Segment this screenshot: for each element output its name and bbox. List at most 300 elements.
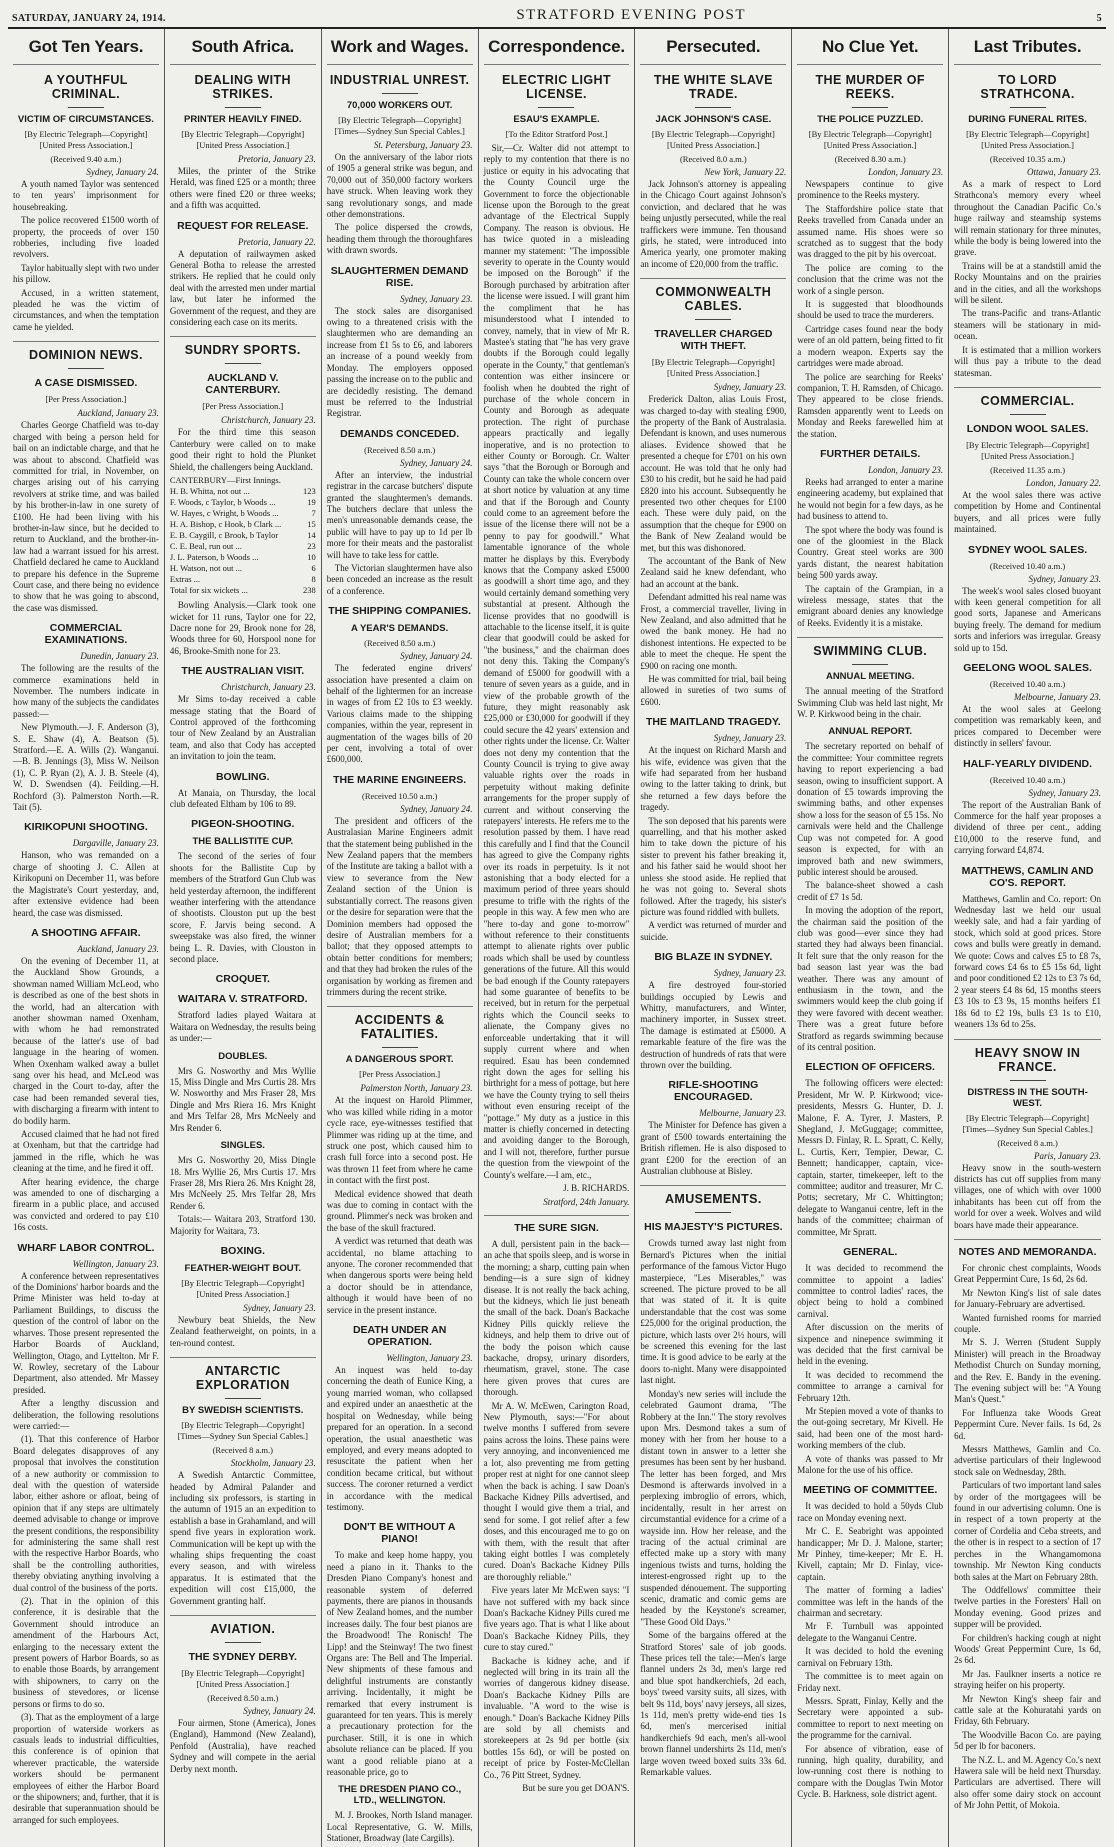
paragraph: The Minister for Defence has given a grant of £500 towards entertaining the British riflemen. He is also disposed to grant £200 for the erection of an Australian clubhouse at Bisley. (640, 1120, 787, 1176)
paragraph: The police are coming to the conclusion that the crime was not the work of a single person. (797, 262, 944, 296)
column-1 (8, 29, 165, 1847)
paragraph: On the evening of December 11, at the Auckland Show Grounds, a showman named William McLeod, who is described as one of the best shots in the world, had an altercation with another showman named Oxenham, with whom he had remonstrated because of the latter's use of bad language in the hearing of women. When Oxenham walked away a bullet sang over his head, and McLeod was charged in the Court to-day, after the case had been remanded several ties, with discharging a firearm with intent to do bodily harm. (13, 955, 159, 1126)
paragraph: Mr C. E. Seabright was appointed handicapper; Mr D. J. Malone, starter; Mr Pinhey, time-keeper; Mr E. H. Kivell, captain; Mr D. Finlay, vice-captain. (797, 1526, 944, 1582)
subheadline: RIFLE-SHOOTING ENCOURAGED. (668, 1079, 759, 1104)
wire-credit: [By Electric Telegraph—Copyright] [United Press Association.] (24, 129, 148, 150)
section-headline: AMUSEMENTS. (640, 1185, 786, 1206)
dateline: Sydney, January 23. (713, 968, 787, 979)
subheadline: BIG BLAZE IN SYDNEY. (654, 951, 773, 964)
kicker: DURING FUNERAL RITES. (968, 114, 1087, 125)
section-subheadline: NOTES AND MEMORANDA. (954, 1239, 1101, 1258)
dateline: Palmerston North, January 23. (360, 1083, 473, 1094)
paragraph: The captain of the Grampian, in a wireless message, states that the emigrant aboard denies any knowledge of Reeks. Evidently it is a mistake. (797, 583, 944, 628)
score-value: 123 (302, 486, 316, 497)
column-heading: No Clue Yet. (797, 33, 943, 65)
subheadline: COMMERCIAL EXAMINATIONS. (44, 622, 128, 647)
paragraph: The second of the series of four shoots for the Ballistite Cup by members of the Stratford Gun Club was held yesterday afternoon, the indifferent weather interfering with the attendance of shootists. Clouston put up the best score, F. Jarvis being second. A sweepstake was also fired, the winner being L. R. Davies, with Clouston in second place. (169, 851, 316, 965)
wire-credit: [To the Editor Stratford Post.] (505, 129, 608, 139)
paragraph: The Oddfellows' committee their twelve parties in the Foresters' Hall on Monday evening. Good prizes and supper will be provided. (954, 1584, 1101, 1630)
section-headline: COMMERCIAL. (954, 387, 1101, 408)
subheadline: MATTHEWS, CAMLIN AND CO'S. REPORT. (961, 864, 1094, 889)
kicker: JACK JOHNSON'S CASE. (655, 114, 772, 125)
score-row (170, 552, 316, 563)
headline: ELECTRIC LIGHT LICENSE. (501, 73, 612, 101)
paragraph: Defendant admitted his real name was Frost, a commercial traveller, living in New Zealand, and also admitted that he owed the bank money. He had no dishonest intentions. He expected to be able to meet the cheque. He spent the £900 on racing one month. (640, 592, 787, 671)
wire-credit: [By Electric Telegraph—Copyright] [Times—Sydney Sun Special Cables.] (177, 1420, 309, 1442)
subheadline: A CASE DISMISSED. (34, 377, 138, 390)
divider-rule (225, 1642, 261, 1643)
paragraph: The police dispersed the crowds, heading them through the thoroughfares with drawn swords. (326, 222, 473, 256)
paragraph: For absence of vibration, ease of running, high quality, durability, and low-running cost there is nothing to compare with the Douglas Twin Motor Cycle. B. Harkness, sole district agent. (797, 1743, 944, 1800)
received-time: (Received 8 a.m.) (212, 1445, 273, 1456)
subheadline: CROQUET. (215, 973, 270, 986)
paragraph: The Woodville Bacon Co. are paying 5d per lb for baconers. (954, 1729, 1101, 1752)
score-row (170, 585, 316, 596)
wire-credit: [Per Press Association.] (202, 401, 284, 412)
section-headline: SUNDRY SPORTS. (170, 336, 316, 357)
paragraph: The week's wool sales closed buoyant with keen general competition for all good sorts, Japanese and Americans buying freely. The demand for medium sorts and inferiors was irregular. Greasy sold up to 15d. (954, 585, 1101, 653)
section-subheadline: THE SURE SIGN. (484, 1215, 630, 1234)
paragraph: Newbury beat Shields, the New Zealand featherweight, on points, in a ten-round contest. (169, 1314, 316, 1348)
score-value: 15 (307, 519, 316, 530)
wire-credit: [By Electric Telegraph—Copyright] [United Press Association.] (651, 129, 775, 150)
paragraph: A verdict was returned that death was accidental, no blame attaching to anyone. The coroner recommended that when dangerous sports were being held a doctor should be in attendance, although it would have been of no service in the present instance. (326, 1236, 473, 1315)
dateline: Sydney, January 24. (400, 803, 473, 814)
dateline: Melbourne, January 23. (1014, 691, 1101, 702)
column-heading: Work and Wages. (327, 33, 473, 65)
score-value: 6 (311, 563, 316, 574)
headline: THE MURDER OF REEKS. (815, 73, 925, 101)
subheadline: KIRIKOPUNI SHOOTING. (24, 821, 148, 834)
paragraph: As a mark of respect to Lord Strathcona's memory every wheel throughout the Canadian Pacific Co.'s huge railway and steamship systems will remain stationary for three minutes, while the body is being lowered into the grave. (954, 179, 1101, 258)
dateline: Sydney, January 24. (86, 167, 159, 177)
subheadline: THE AUSTRALIAN VISIT. (181, 665, 305, 678)
divider-rule (225, 1398, 261, 1399)
received-time: (Received 10.40 a.m.) (989, 678, 1066, 689)
paragraph: Mrs G. Nosworthy and Mrs Wyllie 15, Miss Dingle and Mrs Curtis 28. Mrs W. Nosworthy and Mrs Fraser 28, Mrs Dingle and Mrs Riera 16. Mrs Knight and Mrs Telfar 28, Mrs McNeely and Mrs Render 6. (169, 1065, 316, 1133)
dateline: Stockholm, January 23. (230, 1458, 316, 1469)
score-row (170, 574, 316, 585)
headline: DEALING WITH STRIKES. (194, 73, 291, 101)
paragraph: Cartridge cases found near the body were of an old pattern, being fitted to fit a modern weapon. Experts say the cartridges were made abroad. (797, 323, 944, 369)
section-headline: DOMINION NEWS. (13, 341, 159, 362)
kicker: 70,000 WORKERS OUT. (346, 100, 453, 111)
score-label: Total for six wickets ... (169, 585, 248, 596)
score-label: CANTERBURY—First Innings. (169, 475, 281, 486)
divider-rule (68, 107, 104, 108)
column-4 (479, 29, 636, 1847)
issue-date: SATURDAY, JANUARY 24, 1914. (12, 13, 166, 24)
score-row (170, 508, 316, 519)
subheadline: HIS MAJESTY'S PICTURES. (644, 1221, 783, 1234)
paragraph: Jack Johnson's attorney is appealing in the Chicago Court against Johnson's conviction, and declared that he was being unjustly persecuted, while the real traffickers were immune. Ten thousand girls, he stated, were introduced into America yearly, one promoter making an income of £20,000 from the traffic. (640, 179, 787, 269)
subheadline: THE MAITLAND TRAGEDY. (645, 716, 781, 729)
score-value: 8 (311, 574, 316, 585)
paragraph: The son deposed that his parents were quarrelling, and that his mother asked him to take down the picture of his sister to prevent his father breaking it, and his father said he would shoot her unless she stood aside. He replied that he was not going to. Several shots followed. After the tragedy, his sister's picture was found riddled with bullets. (640, 815, 787, 917)
dateline: Auckland, January 23. (77, 408, 159, 419)
paragraph: The police are searching for Reeks' companion, T. H. Ramsden, of Chicago. They appeared to be close friends. Ramsden apparently went to Leeds on Monday and Reeks farewelled him at the station. (797, 371, 944, 439)
column-heading: Last Tributes. (954, 33, 1101, 65)
paragraph: Some of the bargains offered at the Stratford Stores' sale of job goods. These prices tell the tale:—Men's large flannel unders 2s 3d, men's large red and blue spot handkerchiefs, 2d each, boys' tweed varsity suits, all sizes, with belt 9s 11d, boys' navy jerseys, all sizes, 1s 11d, men's pretty wide-end ties 1s 6d, men's mercerised initial handkerchiefs 9d each, men's all-wool brown flannel undershirts 2s 11d, men's large woven tweed boxed suits 33s 6d. Remarkable values. (640, 1630, 787, 1778)
subheadline: LONDON WOOL SALES. (966, 422, 1089, 435)
paragraph: Frederick Dalton, alias Louis Frost, was charged to-day with stealing £900, the property of the Bank of Australasia. Defendant is known, and uses numerous aliases. Evidence showed that he presented a cheque for £701 on his own account. He was told that he only had £30 to his credit, but he said he had paid £820 into his account. Subsequently he presented two other cheques for £100 each. These were duly paid, on the assumption that the cheque for £900 on the Bank of New Zealand would be met, but this was dishonored. (640, 394, 787, 553)
paragraph: Charles George Chatfield was to-day charged with being a person held for bail on an indictable charge, and that he was about to abscond. Chatfield was committed for trial, in November, on charges arising out of his carrying revolvers at strike time, and was bailed by his brother-in-law in one surety of £100. He had been living with his brother-in-law since, but he decided to return to Auckland, and the brother-in-law had a warrant issued for his arrest. Chatfield declared he came to Auckland to prepare his defence in the Supreme Court case, and there being no evidence to show that he was going to abscond, the case was dismissed. (13, 420, 159, 613)
paragraph: Mr Sims to-day received a cable message stating that the Board of Control approved of the forthcoming tour of New Zealand by an Australian team, and also that Cody has accepted an invitation to join the team. (169, 694, 316, 762)
subheadline: THE SYDNEY DERBY. (188, 1651, 297, 1664)
score-label: H. Watson, not out ... (169, 563, 242, 574)
divider-rule (695, 319, 731, 320)
subheadline: HALF-YEARLY DIVIDEND. (963, 757, 1093, 770)
paragraph: Heavy snow in the south-western districts has cut off supplies from many villages, one of which with over 1000 inhabitants has been cut off from the world for over a week. Wolves and wild boars have made their appearance. (954, 1162, 1101, 1230)
subheadline: BOWLING. (215, 770, 270, 783)
column-5 (635, 29, 792, 1847)
section-headline: ACCIDENTS & FATALITIES. (327, 1006, 473, 1041)
wire-credit: [By Electric Telegraph—Copyright] [Times—Sydney Sun Special Cables.] (334, 115, 465, 136)
subheadline: BOXING. (220, 1244, 265, 1257)
divider-rule (1010, 1080, 1046, 1081)
section-headline: ANTARCTIC EXPLORATION (170, 1357, 316, 1392)
paragraph: Newspapers continue to give prominence to the Reeks mystery. (797, 179, 944, 201)
paragraph: The stock sales are disorganised owing to a threatened crisis with the slaughtermen who are demanding an increase from £1 5s to £6, and laborers an increase of a pound weekly from Monday. The employers opposed passing the increase on to the public and are decidedly resisting. The demand must be referred to the Industrial Registrar. (326, 305, 473, 419)
dateline: Christchurch, January 23. (221, 415, 316, 426)
score-row (170, 519, 316, 530)
kicker: FEATHER-WEIGHT BOUT. (184, 1262, 301, 1274)
dateline: Wellington, January 23. (72, 1258, 159, 1269)
kicker: A YEAR'S DEMANDS. (350, 623, 449, 635)
paragraph: To make and keep home happy, you need a piano in it. Thanks to the Dresden Piano Company's honest and reasonable system of deferred payments, there are pianos in thousands of New Zealand homes, and the number increases daily. The four best pianos are the Broadwood! The Ronisch! The Lipp! and the Steinway! The two finest Organs are: The Bell and The Imperial. New shipments of these famous and delightful instruments are constantly arriving. Incidentally, it might be remarked that every instrument is guaranteed for ten years. This is merely a precautionary protection for the purchaser. Still, it is one in which absolute reliance can be placed. If you want a good reliable piano at a reasonable price, go to (326, 1550, 473, 1778)
wire-credit: [By Electric Telegraph—Copyright] [United Press Association.] (181, 129, 305, 150)
paragraph: In moving the adoption of the report, the chairman said the position of the club was good—ever since they had started they had always been financial. It felt sure that the only reason for the bad season last year was the bad weather. There was any amount of enthusiasm in the town, and the swimmers would keep the club going if they were favored with decent weather. There was a great future before Stratford as regards swimming because of its central position. (797, 905, 944, 1052)
paragraph: For children's hacking cough at night Woods' Great Peppermint Cure, 1s 6d, 2s 6d. (954, 1632, 1101, 1666)
divider-rule (225, 363, 261, 364)
paragraph: For chronic chest complaints, Woods Great Peppermint Cure, 1s 6d, 2s 6d. (954, 1262, 1101, 1285)
paragraph: It was decided to hold the evening carnival on February 13th. (797, 1646, 944, 1668)
paragraph: (3). That as the employment of a large proportion of waterside workers as casuals leads to industrial difficulties, this conference is of opinion that wherever practicable, the waterside workers should be permanent employees of either the Harbor Board or the shipowners; and, further, that it is desirable that superannuation should be arranged for such employees. (13, 1712, 159, 1825)
paragraph: The federated engine drivers' association have presented a claim on behalf of the lightermen for an increase in wages of from £2 10s to £3 weekly. Various claims made to the shipping companies, within the year, represent in augmentation of the wages bills of 20 per cent, involving a total of over £600,000. (326, 663, 473, 765)
paragraph: On the anniversary of the labor riots of 1905 a general strike was begun, and 70,000 out of 350,000 factory workers have struck. When leaving work they sang revolutionary songs, and made other demonstrations. (326, 152, 473, 220)
kicker: BY SWEDISH SCIENTISTS. (182, 1405, 304, 1417)
divider-rule (852, 664, 888, 665)
score-label: W. Hayes, c Wright, b Woods ... (169, 508, 279, 519)
subheadline: WHARF LABOR CONTROL. (17, 1241, 155, 1254)
dateline: London, January 23. (868, 464, 944, 475)
paragraph: It is estimated that a million workers will thus pay a tribute to the dead statesman. (954, 344, 1101, 378)
signature: J. B. RICHARDS. (563, 1182, 630, 1193)
dateline: Christchurch, January 23. (221, 682, 316, 693)
subheadline: THE MARINE ENGINEERS. (333, 773, 467, 786)
paragraph: It was decided to hold a 50yds Club race on Monday evening next. (797, 1501, 944, 1523)
score-value: 238 (302, 585, 316, 596)
wire-credit: [By Electric Telegraph—Copyright] [United Press Association.] (181, 1668, 305, 1690)
paragraph: Taylor habitually slept with two under his pillow. (13, 262, 159, 285)
signature: But be sure you get DOAN'S. (522, 1783, 630, 1794)
section-headline: AVIATION. (170, 1615, 316, 1636)
paragraph: It was decided to recommend the committee to arrange a carnival for February 12th. (797, 1369, 944, 1403)
received-time: (Received 8.50 a.m.) (364, 638, 436, 649)
paragraph: Medical evidence showed that death was due to coming in contact with the ground. Plimmer's neck was broken and the base of the skull fractured. (326, 1188, 473, 1233)
dateline: Dargaville, January 23. (72, 838, 159, 849)
subheadline: DEATH UNDER AN OPERATION. (352, 1324, 447, 1349)
kicker: ANNUAL MEETING. (825, 671, 915, 683)
paragraph: The balance-sheet showed a cash credit of £7 1s 5d. (797, 880, 944, 902)
column-7 (949, 29, 1106, 1847)
dateline: Sydney, January 24. (243, 1706, 316, 1717)
kicker: DOUBLES. (218, 1050, 268, 1062)
paragraph: Wanted furnished rooms for married couple. (954, 1312, 1101, 1334)
paragraph: Messrs Matthews, Gamlin and Co. advertise particulars of their Inglewood stock sale on Wednesday, 28th. (954, 1444, 1101, 1477)
paragraph: After a lengthy discussion and deliberation, the following resolutions were carried:— (13, 1398, 159, 1431)
kicker: THE POLICE PUZZLED. (817, 114, 924, 125)
subheadline: AUCKLAND V. CANTERBURY. (205, 372, 281, 397)
dateline: New York, January 22. (704, 167, 787, 177)
paragraph: The president and officers of the Australasian Marine Engineers admit that the statement being published in the New Zealand papers that the members of the Institute are taking a ballot with a view to severance from the New Zealand section of the Union is substantially correct. The reasons given or the desire for separation were that the Dominion members had opposed the desire of Australian members for a ballot; that they opposed attempts to obtain better conditions for members; and that they had broken the rules of the organisation by working as firemen and trimmers during the recent strike. (326, 815, 473, 997)
paragraph: Messrs. Spratt, Finlay, Kelly and the Secretary were appointed a sub-committee to report to next meeting on the programme for the carnival. (797, 1695, 944, 1741)
paragraph: Bowling Analysis.—Clark took one wicket for 11 runs, Taylor one for 22, Dacre none for 29, Brook none for 28, Woods three for 60, Horspool none for 46, Brooke-Smith none for 23. (169, 600, 316, 656)
subheadline: THE SHIPPING COMPANIES. (328, 605, 471, 618)
paragraph: A Swedish Antarctic Committee, headed by Admiral Palander and including six professors, is starting in the autumn of 1915 an an expedition to establish a base in Grahamland, and will spend five years in exploration work. Communication will be kept up with the whaling ships frequenting the coast every season, and with wireless apparatus. It is estimated that the expedition will cost £15,000, the Government granting half. (169, 1470, 316, 1606)
dateline: Pretoria, January 22. (238, 236, 316, 247)
paragraph: A dull, persistent pain in the back—an ache that spoils sleep, and is worse in the morning; a sharp, cutting pain when bending—is a sure sign of kidney disease. It is not really the back aching, but the kidneys, which lie just beneath the small of the back. Doan's Backache Kidney Pills quickly relieve the kidneys, and help them to drive out of the body the poison which cause backache, dropsy, urinary disorders, rheumatism, gravel, stone. The case here given proves that cures are thorough. (483, 1238, 630, 1398)
score-value: 23 (307, 541, 316, 552)
wire-credit: [Per Press Association.] (359, 1069, 441, 1080)
score-row (170, 475, 316, 486)
paragraph: Mr Newton King's sheep fair and cattle sale at the Kohuratahi yards on Friday, 6th February. (954, 1693, 1101, 1727)
score-label: H. B. Whitta, not out ... (169, 486, 250, 497)
score-value: 14 (307, 530, 316, 541)
score-value: 10 (307, 552, 316, 563)
dateline: Sydney, January 23. (1028, 787, 1101, 798)
score-row (170, 486, 316, 497)
paragraph: Trains will be at a standstill amid the Rocky Mountains and on the prairies and in the cities, and all the workshops will be silent. (954, 260, 1101, 306)
paragraph: He was committed for trial, bail being allowed in sureties of two sums of £600. (640, 674, 787, 707)
score-value: 19 (307, 497, 316, 508)
paragraph: New Plymouth.—J. F. Anderson (3), S. E. Shaw (4), A. Beatson (5). Stratford.—E. A. Wills (2). Wanganui.—B. B. Jennings (3), Miss W. Neilson (1), C. P. Ryan (2), A. J. B. Steele (4), W. D. Swendsen (4). Feilding.—H. Rochford (3). Palmerston North.—R. Tait (5). (13, 722, 159, 813)
wire-credit: [By Electric Telegraph—Copyright] [Times—Sydney Sun Special Cables.] (962, 1112, 1093, 1134)
paragraph: For the third time this season Canterbury were called on to make good their right to hold the Plunket Shield, the challengers being Auckland. (169, 427, 316, 472)
subheadline: WAITARA V. STRATFORD. (178, 993, 308, 1006)
section-headline: HEAVY SNOW IN FRANCE. (954, 1039, 1101, 1074)
dateline: Dunedin, January 23. (80, 651, 159, 662)
divider-rule (225, 107, 261, 108)
paragraph: After discussion on the merits of sixpence and ninepence swimming it was decided that the first carnival be held in the evening. (797, 1322, 944, 1367)
wire-credit: [By Electric Telegraph—Copyright] [United Press Association.] (966, 439, 1090, 461)
wire-credit: [Per Press Association.] (45, 394, 127, 405)
column-2 (165, 29, 322, 1847)
column-heading: Correspondence. (484, 33, 630, 65)
column-6 (792, 29, 949, 1847)
score-label: F. Woods, c Taylor, b Woods ... (169, 497, 276, 508)
subheadline: TRAVELLER CHARGED WITH THEFT. (654, 328, 773, 353)
score-row (170, 563, 316, 574)
paragraph: The Victorian slaughtermen have also been conceded an increase as the result of a conference. (326, 562, 473, 596)
paragraph: At the wool sales at Geelong competition was remarkably keen, and prices compared to December were distinctly in sellers' favour. (954, 703, 1101, 749)
paragraph: The annual meeting of the Stratford Swimming Club was held last night, Mr W. P. Kirkwood being in the chair. (797, 686, 944, 720)
received-time: (Received 10.50 a.m.) (361, 790, 438, 801)
paragraph: The Staffordshire police state that Reeks travelled from Canada under an assumed name. His shoes were so scratched as to suggest that the body was dragged to the pit by his overcoat. (797, 203, 944, 260)
masthead (8, 6, 1106, 29)
paragraph: A fire destroyed four-storied buildings occupied by Lewis and Whitty, manufacturers, and Winter, machinery importer, in Sussex street. The damage is estimated at £5000. A remarkable feature of the fire was the destruction of hundreds of rats that were thrown over the building. (640, 980, 787, 1070)
dateline: Paris, January 23. (1034, 1150, 1101, 1161)
kicker: ANNUAL REPORT. (828, 726, 913, 738)
dateline: Melbourne, January 23. (699, 1108, 787, 1119)
paragraph: Accused, in a written statement, pleaded he was the victim of circumstances, and when the temptation came he yielded. (13, 287, 159, 332)
paragraph: At the inquest on Richard Marsh and his wife, evidence was given that the wife had separated from her husband owing to the latter taking to drink, but she returned a few days before the tragedy. (640, 745, 787, 813)
wire-credit: [By Electric Telegraph—Copyright] [United Press Association.] (651, 357, 775, 379)
wire-credit: [By Electric Telegraph—Copyright] [United Press Association.] (181, 1277, 305, 1299)
received-time: (Received 9.40 a.m.) (50, 154, 122, 164)
divider-rule (1010, 107, 1046, 108)
subheadline: SYDNEY WOOL SALES. (967, 543, 1088, 556)
paragraph: A conference between representatives of the Dominions' harbor boards and the Prime Minister was held to-day at Parliament Buildings, to discuss the question of the control of labor on the wharves. Those present represented the Harbor Boards of Auckland, Wellington, Otago, and Lyttelton. Mr F. W. Rowley, secretary of the Labour Department, also attended. Mr Massey presided. (13, 1270, 159, 1395)
divider-rule (695, 107, 731, 108)
section-headline: COMMONWEALTH CABLES. (640, 278, 786, 313)
subheadline: GENERAL. (843, 1246, 898, 1259)
kicker: PRINTER HEAVILY FINED. (184, 114, 302, 125)
page-number: 5 (1096, 13, 1102, 24)
headline: THE WHITE SLAVE TRADE. (653, 73, 773, 101)
paragraph: It was decided to recommend the committee to appoint a ladies' committee to control ladies' races, the object being to hold a combined carnival. (797, 1263, 944, 1319)
kicker: SINGLES. (220, 1140, 265, 1152)
subheadline: PIGEON-SHOOTING. (191, 818, 295, 831)
kicker: ESAU'S EXAMPLE. (513, 114, 600, 125)
section-headline: SWIMMING CLUB. (797, 637, 943, 658)
paragraph: The committee is to meet again on Friday next. (797, 1671, 944, 1693)
paragraph: The secretary reported on behalf of the committee: Your committee regrets having to report experiencing a bad season, owing to insufficient support. A donation of £5 towards improving the swimming baths, and other expenses show a loss for the season of £5 15s. No carnivals were held and the Challenge Cup was not competed for. A good season is expected, for with an improved bath and new swimmers, public interest should be aroused. (797, 741, 944, 877)
newspaper-title: STRATFORD EVENING POST (516, 7, 747, 23)
paragraph: At the inquest on Harold Plimmer, who was killed while riding in a motor cycle race, eye-witnesses testified that Plimmer was riding up at the time, and struck one post, which caused him to crash full force into a second post. He was thrown 11 feet from where he came in contact with the first post. (326, 1095, 473, 1186)
paragraph: A verdict was returned of murder and suicide. (640, 920, 787, 942)
paragraph: Particulars of two important land sales by order of the mortgagees will be found in our advertising column. One is in respect of a town property at the corner of Cordelia and Ceba streets, and the other is in respect to a section of 17 perches in the Whangamomona township. Mr Newton King conducts both sales at the Mart on February 28th. (954, 1480, 1101, 1582)
subheadline: FURTHER DETAILS. (820, 447, 921, 460)
paragraph: A youth named Taylor was sentenced to ten years' imprisonment for housebreaking. (13, 179, 159, 212)
divider-rule (1010, 414, 1046, 415)
wire-credit: [By Electric Telegraph—Copyright] [United Press Association.] (808, 129, 932, 150)
subheadline: DEMANDS CONCEDED. (340, 427, 460, 440)
paragraph: An inquest was held to-day concerning the death of Eunice King, a young married woman, who collapsed and expired under an anaesthetic at the hospital on Wednesday, while being prepared for an operation. In a second operation, the usual anaesthetic was employed, and every means adopted to resuscitate the patient when her condition became critical, but without success. The coroner returned a verdict in accordance with the medical testimony. (326, 1365, 473, 1512)
score-row (170, 541, 316, 552)
received-time: (Received 10.40 a.m.) (989, 774, 1066, 785)
paragraph: Hanson, who was remanded on a charge of shooting J. C. Allen at Kirikopuni on December 11, was before the Magistrate's Court yesterday, and, after extensive evidence had been heard, the case was dismissed. (13, 850, 159, 918)
paragraph: Stratford ladies played Waitara at Waitara on Wednesday, the results being as under:— (169, 1010, 316, 1044)
kicker: DISTRESS IN THE SOUTH-WEST. (967, 1086, 1088, 1109)
paragraph: Matthews, Gamlin and Co. report: On Wednesday last we held our usual weekly sale, and had a fair yarding of stock, which sold at good prices. Store cows and bulls were greatly in demand. We quote: Cows and calves £5 to £8 7s, forward cows £4 6s to £5 15s 6d, light and poor conditioned £2 12s to £3 7s 6d, 2 year steers £4 8s 6d, 15 months steers £3 10s to £3 9s, 15 months heifers £1 18s 6d to £2 19s, bulls £3 1s to £10, weaners 13s 6d to 25s. (954, 893, 1101, 1030)
divider-rule (382, 93, 418, 94)
paragraph: At the wool sales there was active competition by Home and Continental buyers, and all prices were fully maintained. (954, 489, 1101, 535)
headline: A YOUTHFUL CRIMINAL. (43, 73, 128, 101)
dateline: Sydney, January 23. (400, 293, 473, 304)
subheadline: A SHOOTING AFFAIR. (31, 926, 141, 939)
headline: INDUSTRIAL UNREST. (329, 73, 470, 87)
score-row (170, 530, 316, 541)
divider-rule (538, 107, 574, 108)
subheadline: ELECTION OF OFFICERS. (805, 1061, 935, 1074)
paragraph: At Manaia, on Thursday, the local club defeated Eltham by 106 to 89. (169, 787, 316, 809)
dateline: Wellington, January 23. (386, 1353, 473, 1364)
column-3 (322, 29, 479, 1847)
paragraph: (1). That this conference of Harbor Board delegates disapproves of any proposal that involves the constitution of a new authority or commission to deal with the question of waterside labor, either ashore or afloat, being of opinion that if any steps are ultimately deemed advisable to change or improve the present conditions, the responsibility for administering the same shall rest with the respective Harbor Boards, who shall be the controlling authorities, thereby obviating anything involving a dual control of the business of the ports. (13, 1434, 159, 1593)
column-heading: South Africa. (170, 33, 316, 65)
score-value: 7 (311, 508, 316, 519)
paragraph: Mr A. W. McEwen, Carington Road, New Plymouth, says:—"For about twelve months I suffered from severe pains across the loins. These pains were very annoying, and inconvenienced me a lot, also preventing me from getting proper rest at night for one cannot sleep when the back is aching. I saw Doan's Backache Kidney Pills advertised, and thought I would give them a trial, and send for some. I got relief after a few doses, and this encouraged me to go on with them, with the result that after taking eight bottles I was completely cured. Doan's Backache Kidney Pills are thoroughly reliable." (483, 1400, 630, 1582)
paragraph: Reeks had arranged to enter a marine engineering academy, but explained that he would not begin for a few days, as he had business to attend to. (797, 476, 944, 522)
kicker: VICTIM OF CIRCUMSTANCES. (17, 114, 154, 125)
paragraph: Sir,—Cr. Walter did not attempt to reply to my contention that there is no justice or equity in his advocating that the County Council urge the Government to force the objectionable license upon the Borough to the great advantage of the Electrical Supply Company. The reason is obvious. He has twice quoted in a misleading manner my statement: "The impossible severity to operate in the County would be imposed on the Borough" if the Borough purchased by arbitration after the license were issued. I will grant him the compliment that he has misunderstood what I intended to convey, namely, that in view of Mr R. Mastee's stating that "he has very grave doubts if the Borough could legally operate in the County," that gentleman's contention was either insincere or foolish when he doubted the right of purchase of the whole concern in County and Borough as adequate protection. The right of purchase appears practically and legally inoperative, and is no protection to either County or Borough. Cr. Walter says "that the Borough or Borough and County can take the whole concern over at short notice by valuation at any time and that if the Borough and County could come to an agreement before the issue of the license there will not be a penny to pay for goodwill." What lamentable ignorance of the whole matter he displays by this. Everybody knows that the Company asked £5000 as goodwill a short time ago, and they would certainly demand something very substantial at present. Although the license provides that no goodwill is attachable to the license itself, it is quite clear that goodwill could be asked for "the business," and the chairman does not deny this. Taking the Company's demand of £5000 for goodwill with a tenure of seven years as a guide, and in view of the probable growth of the future, they might reasonably ask £25,000 or £30,000 for goodwill if they could secure the 42 years' extension and other rights under the license. Cr. Walter does not deny my contention that the County Council is trying to give away valuable rights over the roads in perpetuity without making definite arrangements for the proper supply of current and without conserving the ratepayers' interests. He refers me to the resolution passed by them. I have read this carefully and I find that the Council has agreed to give the Company rights over its roads in perpetuity. Is it not astonishing that a body elected for a maximum period of three years should presume to trifle with the rights of the people in this way. A few men who are "here to-day and gone to-morrow" without reference to their constituents attempt to alienate rights over public roads which shall be used by countless generations of the future. All this would be bad enough if the County ratepayers had some guarantee of benefits to be received, but in return for the perpetual rights which the Council seeks to alienate, the Company gives no enforceable undertaking that it will supply current where and when required. Esau has been condemned right down the ages for selling his birthright for a mess of pottage, but here we have the County trying to sell theirs without even ensuring receipt of the "pottage." My duty as a justice in this matter is chiefly concerned in detecting and avoiding danger to the Borough, and I will not, therefore, further pursue the question from the viewpoint of the County's welfare.—I am, etc., (483, 143, 630, 1180)
dateline: Sydney, January 23. (243, 1302, 316, 1313)
divider-rule (68, 368, 104, 369)
paragraph: Mr F. Turnbull was appointed delegate to the Wanganui Centre. (797, 1621, 944, 1643)
paragraph: The following officers were elected: President, Mr W. P. Kirkwood; vice-presidents, Messrs G. Hunter, D. J. Malone, F. A. Tyrer, J. Masters, P. Shegland, J. McGuggage; committee, Messrs D. Finlay, R. L. Spratt, C. Kelly, L. Curtis, Kerr, Tempier, Dewar, C. Bennett; handicapper, captain, vice-captain, starter, timekeeper, left to the committee; auditor and treasurer, Mr C. Potts; secretary, Mr C. Whittington; delegate to Wanganui centre, left in the hands of the committee; chairman of committee, Mr Spratt. (797, 1078, 944, 1237)
paragraph: A deputation of railwaymen asked General Botha to release the arrested strikers. He replied that he could only deal with the arrested men under martial law, but later he informed the Government of the request, and they are considering each case on its merits. (169, 248, 316, 328)
score-label: E. B. Caygill, c Brook, b Taylor (169, 530, 279, 541)
divider-rule (382, 1047, 418, 1048)
subheadline: SLAUGHTERMEN DEMAND RISE. (330, 264, 469, 289)
score-label: C. E. Beal, run out ... (169, 541, 242, 552)
paragraph: It is suggested that bloodhounds should be used to trace the murderers. (797, 299, 944, 321)
score-label: H. A. Bishop, c Hook, b Clark ... (169, 519, 282, 530)
divider-rule (695, 1212, 731, 1213)
dateline: London, January 22. (1026, 477, 1101, 488)
received-time: (Received 8.0 a.m.) (679, 154, 747, 164)
dateline: Sydney, January 24. (400, 457, 473, 468)
paragraph: M. J. Brookes, North Island manager. Local Representative, G. W. Mills, Stationer, Broadway (late Cargills). (326, 1810, 473, 1844)
subheadline: REQUEST FOR RELEASE. (177, 219, 309, 232)
subheadline: DON'T BE WITHOUT A PIANO! (343, 1521, 456, 1546)
dateline: St. Petersburg, January 23. (373, 140, 473, 150)
paragraph: Crowds turned away last night from Bernard's Pictures when the initial performance of the famous Victor Hugo masterpiece, "Les Miserables," was screened. The picture proved to be all that was stated of it. It is quite understandable that the cost was some £25,000 for the original production, the picture, which lasts over 2½ hours, will be screened this evening for the last time. It is good advice to be early at the doors to-night. Many were disappointed last night. (640, 1238, 787, 1386)
paragraph: Mr S. J. Werren (Student Supply Minister) will preach in the Broadway Methodist Church on Sunday morning, and the Rev. E. Bandy in the evening. The evening subject will be: "A Young Man's Quest." (954, 1337, 1101, 1405)
paragraph: Mr Jas. Faulkner inserts a notice re straying heifer on his property. (954, 1668, 1101, 1691)
paragraph: Monday's new series will include the celebrated Gaumont drama, "The Robbery at the Inn." The story revolves upon Mrs. Desmond takes a sum of money with her from her house to a distant town in answer to a letter she presumes has been sent by her husband. The letter has been forged, and Mrs Desmond is afterwards involved in a perplexing imbroglio of errors, which, incidentally, result in her arrest on circumstantial evidence for a crime of a wayside inn. How her release, and the tracing of the actual criminal are effected make up a story with many ingenious twists and turns, holding the interest-engrossed right up to the suspended dénouement. The supporting scenic, dramatic and comic gems are headed by the Keystone's screamer, "These Good Old Days." (640, 1388, 787, 1627)
paragraph: Backache is kidney ache, and if neglected will bring in its train all the worries of dangerous kidney disease. Doan's Backache Kidney Pills are invaluable. "A word to the wise is enough." Doan's Backache Kidney Pills are sold by all chemists and storekeepers at 2s 9d per bottle (six bottles 15s 6d), or will be posted on receipt of price by Foster-McClellan Co., 76 Pitt Street, Sydney. (483, 1655, 630, 1780)
paragraph: Mr Stepien moved a vote of thanks to the out-going secretary, Mr Kivell. He said, had been one of the most hard-working members of the club. (797, 1405, 944, 1451)
divider-rule (852, 107, 888, 108)
score-label: Extras ... (169, 574, 201, 585)
received-time: (Received 10.40 a.m.) (989, 560, 1066, 571)
paragraph: Totals:— Waitara 203, Stratford 130. Majority for Waitara, 73. (169, 1214, 316, 1236)
paragraph: Four airmen, Stone (America), Jones (England), Hammond (New Zealand), Penfold (Australia), have reached Sydney and will compete in the aerial Derby next month. (169, 1718, 316, 1774)
paragraph: The N.Z. L. and M. Agency Co.'s next Hawera sale will be held next Thursday. Particulars are advertised. There will also offer some dairy stock on account of Mr John Pettit, of Mokoia. (954, 1754, 1101, 1811)
received-time: (Received 8.50 a.m.) (364, 444, 436, 455)
paragraph: The report of the Australian Bank of Commerce for the half year proposes a dividend of three per cent., adding £10,000 to the reserve fund, and carrying forward £4,874. (954, 799, 1101, 856)
dateline: Sydney, January 23. (713, 382, 787, 393)
article-columns (8, 29, 1106, 1844)
column-heading: Persecuted. (640, 33, 786, 65)
dateline: Sydney, January 23. (1028, 573, 1101, 584)
paragraph: For Influenza take Woods Great Peppermint Cure. Never fails. 1s 6d, 2s 6d. (954, 1407, 1101, 1441)
paragraph: The following are the results of the commerce examinations held in November. The numbers indicate in how many of the subjects the candidates passed:— (13, 663, 159, 719)
paragraph: Miles, the printer of the Strike Herald, was fined £25 or a month; three others were fined £20 or three weeks; and a fifth was acquitted. (169, 166, 316, 211)
paragraph: The trans-Pacific and trans-Atlantic steamers will be stationary in mid-ocean. (954, 308, 1101, 342)
paragraph: A vote of thanks was passed to Mr Malone for the use of his office. (797, 1453, 944, 1475)
headline: TO LORD STRATHCONA. (980, 73, 1075, 101)
wire-credit: [By Electric Telegraph—Copyright] [United Press Association.] (966, 129, 1090, 150)
paragraph: Accused claimed that he had not fired at Oxenham, but that the cartridge had jammed in the rifle, which he was cleaning at the time, and he fired it off. (13, 1129, 159, 1174)
kicker: A DANGEROUS SPORT. (345, 1054, 454, 1066)
received-time: (Received 11.35 a.m.) (990, 464, 1066, 475)
paragraph: Mr Newton King's list of sale dates for January-February are advertised. (954, 1287, 1101, 1310)
paragraph: After an interview, the industrial registrar in the carcase butchers' dispute granted the slaughtermen's demands. The butchers declare that unless the men's unreasonable demands cease, the public will have to pay up to 1d per lb more for their meats and the pastoralist will have to take less for cattle. (326, 469, 473, 560)
dateline: Sydney, January 24. (400, 651, 473, 662)
paragraph: (2). That in the opinion of this conference, it is desirable that the Government should introduce an amendment of the Harbours Act, enlarging to the necessary extent the present powers of Harbor Boards, so as to enable those Boards, by arrangement with shipowners, to carry on the business of stevedores, or license persons or firms to do so. (13, 1596, 159, 1709)
paragraph: The matter of forming a ladies' committee was left in the hands of the chairman and secretary. (797, 1585, 944, 1619)
column-heading: Got Ten Years. (13, 33, 159, 65)
score-table (170, 475, 316, 596)
score-label: J. L. Paterson, b Woods ... (169, 552, 259, 563)
dateline: Stratford, 24th January. (543, 1196, 630, 1207)
kicker: THE DRESDEN PIANO CO., LTD., WELLINGTON. (338, 1784, 462, 1807)
dateline: Auckland, January 23. (77, 943, 159, 954)
subheadline: MEETING OF COMMITTEE. (803, 1484, 938, 1497)
